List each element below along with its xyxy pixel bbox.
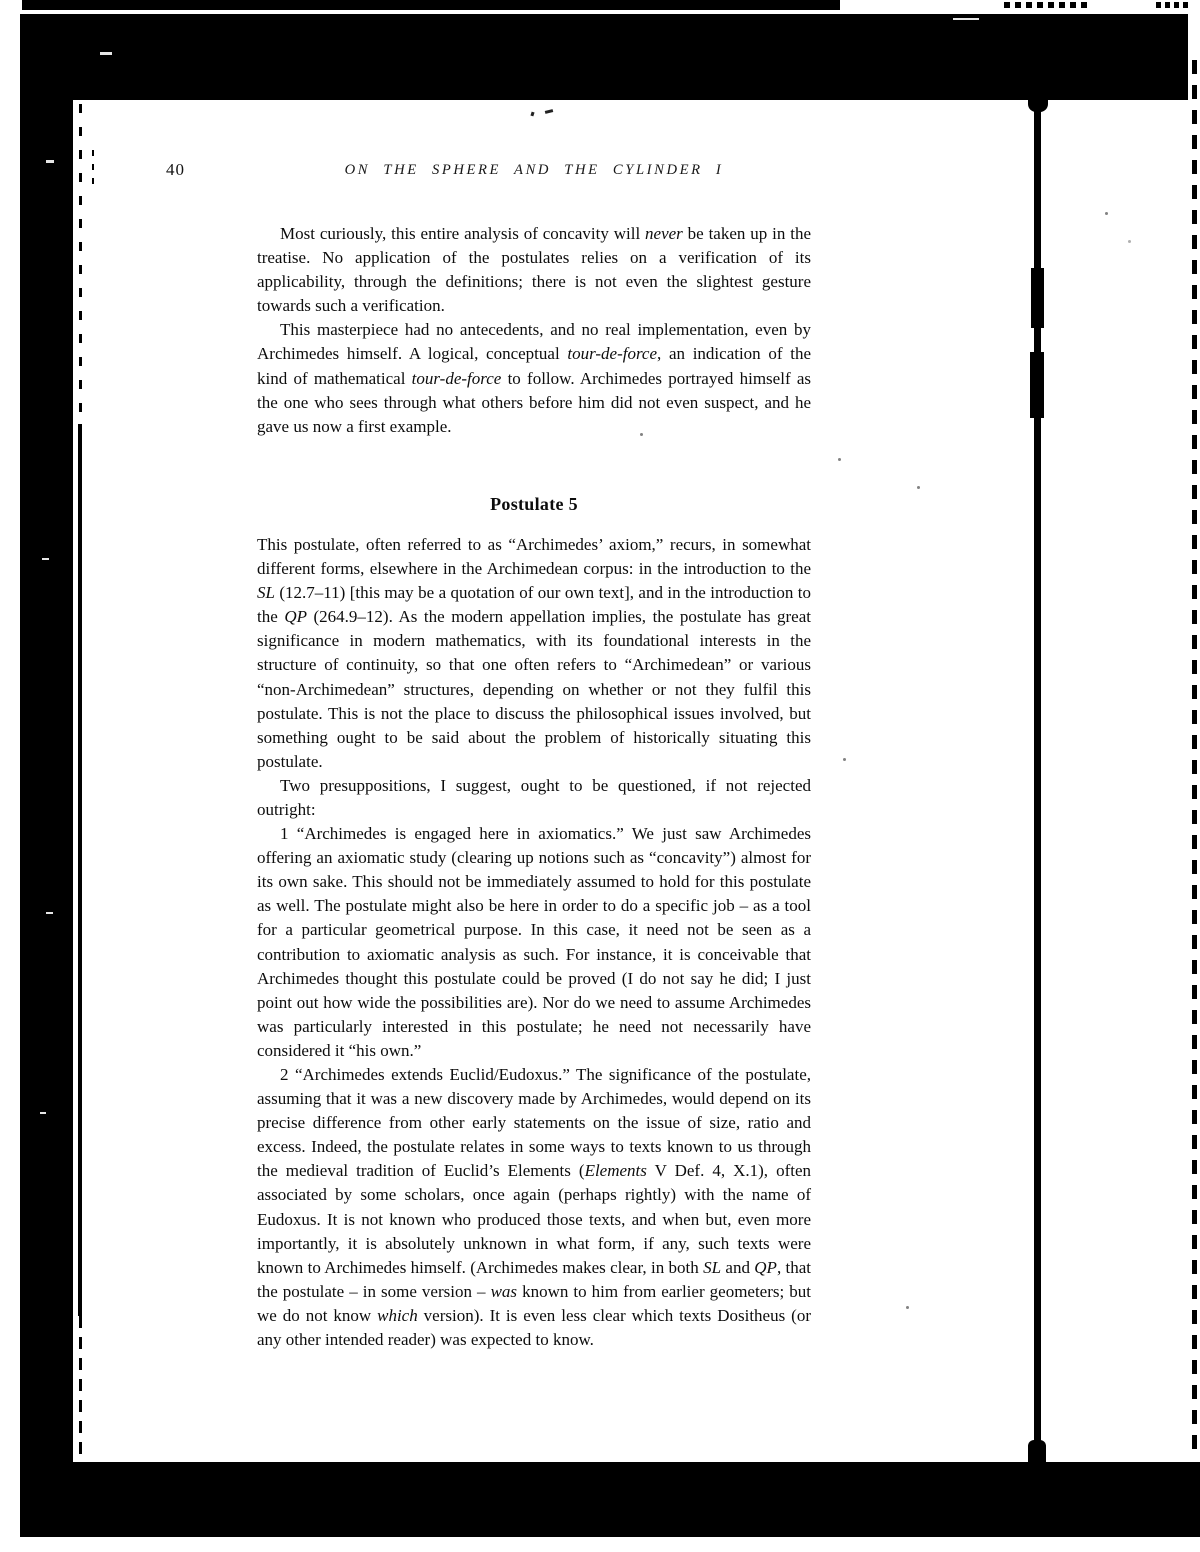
italic-text-run: SL bbox=[257, 583, 275, 603]
text-run: 2 “Archimedes extends Euclid/Eudoxus.” The significance of the postulate, assuming that it was a new discovery made by Archimedes, would depend on its precise difference from other early statements on the issue of size, ratio and excess. Indeed, the postulate relates in some ways to texts known to us through the medieval tradition of Euclid’s Elements ( bbox=[257, 1065, 811, 1181]
paragraph bbox=[257, 318, 811, 438]
text-run: version). It is even less clear which texts Dositheus (or any other intended reader) was expected to know. bbox=[257, 1305, 811, 1350]
scan-artifact-mark bbox=[530, 112, 534, 117]
scan-artifact-white-speck bbox=[42, 558, 49, 560]
scan-border-top-dashes bbox=[1004, 2, 1092, 8]
scan-artifact-white-speck bbox=[953, 18, 979, 20]
text-run: 1 “Archimedes is engaged here in axiomatics.” We just saw Archimedes offering an axiomatic study (clearing up notions such as “concavity”) almost for its own sake. This should not be immediately assumed to hold for this postulate as well. The postulate might also be here in order to do a specific job – as a tool for a particular geometrical purpose. In this case, it need not be seen as a contribution to axiomatic analysis as such. For instance, it is conceivable that Archimedes thought this postulate could be proved (I do not say he did; I just point out how wide the possibilities are). Nor do we need to assume Archimedes was particularly interested in this postulate; he need not necessarily have considered it “his own.” bbox=[257, 824, 811, 1060]
scan-artifact-white-speck bbox=[46, 160, 54, 163]
scan-page-edge-dashes bbox=[1192, 60, 1197, 1460]
scan-artifact-speck bbox=[906, 1306, 909, 1309]
text-run: Most curiously, this entire analysis of concavity will bbox=[280, 224, 646, 243]
italic-text-run: Elements bbox=[584, 1161, 647, 1181]
paragraph bbox=[257, 222, 811, 318]
text-run: known to him from earlier geometers; but we do not know bbox=[257, 1281, 811, 1325]
scan-artifact-speck bbox=[838, 458, 841, 461]
italic-text-run: SL bbox=[703, 1257, 722, 1277]
italic-text-run: QP bbox=[754, 1257, 777, 1277]
scan-gutter-noise bbox=[92, 150, 94, 190]
text-run: (12.7–11) [this may be a quotation of our own text], and in the introduction to the bbox=[257, 583, 811, 627]
scan-artifact-blotch bbox=[1030, 352, 1044, 418]
text-run: (264.9–12). As the modern appellation implies, the postulate has great significance in modern mathematics, with its foundational interests in the structure of continuity, so that one often refers to “Archimedean” or various “non-Archimedean” structures, depending on whether or not they fulfil this postulate. This is not the place to discuss the philosophical issues involved, but something ought to be said about the problem of historically situating this postulate. bbox=[257, 607, 811, 771]
scan-border-left-band bbox=[20, 14, 73, 1537]
book-spine-line bbox=[1028, 1440, 1046, 1466]
italic-text-run: QP bbox=[284, 607, 307, 627]
scan-artifact-speck bbox=[1105, 212, 1108, 215]
text-run: V Def. 4, X.1), often associated by some scholars, once again (perhaps rightly) with the name of Eudoxus. It is not known who produced those texts, and when but, even more importantly, it is absolutely unknown in what form, if any, such texts were known to Archimedes himself. (Archimedes makes clear, in both bbox=[257, 1161, 811, 1277]
italic-text-run: was bbox=[490, 1281, 518, 1301]
scan-border-top-dashes bbox=[1156, 2, 1192, 8]
paragraph bbox=[257, 774, 811, 822]
text-run: Two presuppositions, I suggest, ought to be questioned, if not rejected outright: bbox=[257, 775, 811, 819]
page-number: 40 bbox=[166, 160, 185, 179]
scan-border-bottom-band bbox=[20, 1462, 1200, 1537]
section-heading: Postulate 5 bbox=[490, 493, 578, 514]
italic-text-run: never bbox=[645, 224, 683, 243]
text-run: , an indication of the kind of mathematical bbox=[257, 344, 811, 388]
italic-text-run: tour-de-force bbox=[411, 368, 502, 388]
text-run: This postulate, often referred to as “Archimedes’ axiom,” recurs, in somewhat different forms, elsewhere in the Archimedean corpus: in the introduction to the bbox=[257, 534, 811, 579]
scan-artifact-blotch bbox=[1031, 268, 1044, 328]
paragraphs-before-heading bbox=[257, 222, 811, 439]
paragraph bbox=[257, 533, 811, 774]
scan-artifact-speck bbox=[843, 758, 846, 761]
paragraph bbox=[257, 1063, 811, 1352]
scan-artifact-white-speck bbox=[46, 912, 53, 914]
scan-border-top-band bbox=[20, 14, 1188, 100]
scan-artifact-white-speck bbox=[40, 1112, 46, 1114]
book-spine-line bbox=[1028, 98, 1048, 112]
scan-border-top-strip bbox=[22, 0, 840, 10]
scan-artifact-mark bbox=[545, 109, 553, 114]
text-run: and bbox=[721, 1257, 755, 1277]
text-run: This masterpiece had no antecedents, and no real implementation, even by Archimedes himself. A logical, conceptual bbox=[257, 320, 811, 364]
text-run: be taken up in the treatise. No application of the postulates relies on a verification of its applicability, through the definitions; there is not even the slightest gesture towards such a verification. bbox=[257, 224, 811, 316]
italic-text-run: which bbox=[377, 1305, 418, 1325]
text-column bbox=[257, 222, 811, 1352]
scan-artifact-speck bbox=[1128, 240, 1131, 243]
scan-gutter-noise bbox=[78, 424, 82, 1316]
running-header: ON THE SPHERE AND THE CYLINDER I bbox=[344, 162, 724, 178]
scan-artifact-speck bbox=[917, 486, 920, 489]
paragraphs-after-heading bbox=[257, 533, 811, 1352]
text-run: to follow. Archimedes portrayed himself as the one who sees through what others before him did not even suspect, and he gave us now a first example. bbox=[257, 368, 812, 436]
paragraph bbox=[257, 822, 811, 1063]
italic-text-run: tour-de-force bbox=[567, 344, 658, 364]
scan-artifact-white-speck bbox=[100, 52, 112, 55]
scan-gutter-noise bbox=[79, 1316, 82, 1462]
text-run: , that the postulate – in some version – bbox=[257, 1257, 812, 1301]
scan-gutter-noise bbox=[79, 104, 82, 424]
